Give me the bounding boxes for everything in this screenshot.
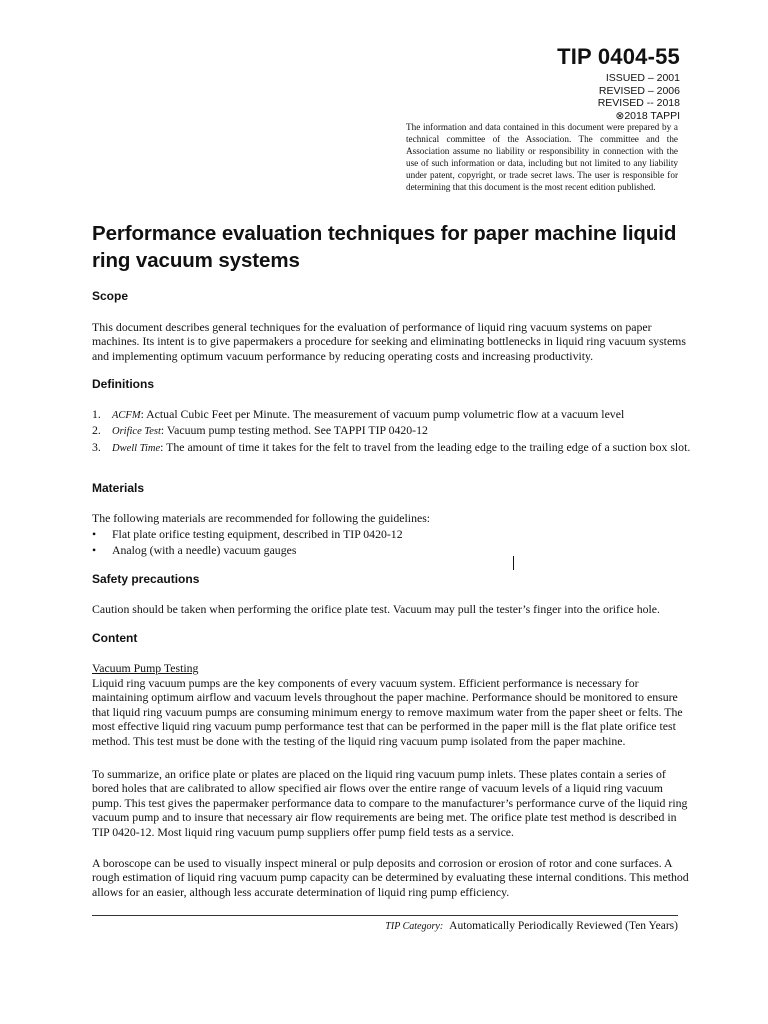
definition-item: 2. Orifice Test: Vacuum pump testing method. See TAPPI TIP 0420-12 bbox=[92, 423, 428, 438]
definitions-list bbox=[92, 407, 692, 456]
copyright-line: ⊗2018 TAPPI bbox=[615, 109, 680, 122]
content-paragraph-1: Liquid ring vacuum pumps are the key components of every vacuum system. Efficient performance is necessary for maintaining optimum airflow and vacuum levels throughout the paper machine. Performance should be monitored to ensure that liquid ring vacuum pumps are consuming minimum energy to remove maximum water from the paper sheet or felts. The most effective liquid ring vacuum pump performance test that can be performed in the paper mill is the flat plate orifice test method. This test must be done with the testing of the liquid ring vacuum pump isolated from the paper machine. bbox=[92, 676, 683, 748]
definition-item: 1. ACFM: Actual Cubic Feet per Minute. The measurement of vacuum pump volumetric flow at a vacuum level bbox=[92, 407, 625, 421]
definition-text: : Actual Cubic Feet per Minute. The measurement of vacuum pump volumetric flow at a vacuum level bbox=[140, 407, 625, 421]
definition-term: Dwell Time bbox=[112, 442, 161, 454]
definitions-heading: Definitions bbox=[92, 377, 154, 391]
definition-text: : Vacuum pump testing method. See TAPPI TIP 0420-12 bbox=[160, 423, 428, 438]
definition-text: : The amount of time it takes for the felt to travel from the leading edge to the trailing edge of a suction box slot. bbox=[160, 439, 691, 454]
scope-heading: Scope bbox=[92, 289, 129, 303]
disclaimer-text: The information and data contained in this document were prepared by a technical committee of the Association. The committee and the Association assume no liability or responsibility in connection with the use of such information or data, including but not limited to any liability under patent, copyright, or trade secret laws. The user is responsible for determining that this document is the most recent edition published. bbox=[406, 122, 678, 192]
definition-term: ACFM bbox=[112, 410, 141, 421]
revision-2006: REVISED – 2006 bbox=[598, 84, 680, 97]
revision-2018: REVISED -- 2018 bbox=[597, 97, 680, 109]
list-item: • Analog (with a needle) vacuum gauges bbox=[92, 543, 297, 557]
definition-term: Orifice Test bbox=[112, 426, 161, 438]
materials-list bbox=[92, 526, 692, 558]
content-paragraph-2: To summarize, an orifice plate or plates are placed on the liquid ring vacuum pump inlets. These plates contain a series of bored holes that are calibrated to allow specified air flows over the entire range of vacuum levels of a liquid ring vacuum pump. This test gives the papermaker performance data to compare to the manufacturer’s performance curve of the liquid ring vacuum pump and to insure that necessary air flow requirements are being met. The orifice plate test method is described in TIP 0420-12. Most liquid ring vacuum pump suppliers offer pump field tests as a service. bbox=[92, 767, 688, 839]
scope-paragraph: This document describes general techniques for the evaluation of performance of liquid ring vacuum systems on paper machines. Its intent is to give papermakers a procedure for seeking and eliminating bottlenecks in liquid ring vacuum systems and implementing optimum vacuum performance by reducing operating costs and increasing productivity. bbox=[92, 320, 686, 363]
footer-category bbox=[385, 920, 678, 932]
definition-item: 3. Dwell Time: The amount of time it takes for the felt to travel from the leading edge to the trailing edge of a suction box slot. bbox=[92, 439, 691, 454]
tip-number: TIP 0404-55 bbox=[557, 44, 680, 69]
bullet-icon: • bbox=[92, 543, 97, 557]
list-item: • Flat plate orifice testing equipment, described in TIP 0420-12 bbox=[92, 527, 403, 541]
safety-paragraph: Caution should be taken when performing the orifice plate test. Vacuum may pull the tester’s finger into the orifice hole. bbox=[92, 602, 660, 616]
revision-issued: ISSUED – 2001 bbox=[605, 72, 680, 84]
bullet-icon: • bbox=[92, 527, 97, 541]
content-paragraph-3: A boroscope can be used to visually inspect mineral or pulp deposits and corrosion or erosion of rotor and cone surfaces. A rough estimation of liquid ring vacuum pump capacity can be determined by evaluating these internal conditions. This method allows for an easier, although less accurate determination of liquid ring pump efficiency. bbox=[92, 856, 689, 899]
materials-intro: The following materials are recommended for following the guidelines: bbox=[92, 511, 431, 525]
text-cursor bbox=[513, 556, 514, 570]
footer-divider bbox=[92, 915, 678, 916]
category-value: Automatically Periodically Reviewed (Ten Years) bbox=[449, 920, 678, 932]
materials-heading: Materials bbox=[92, 481, 145, 495]
vacuum-pump-testing-subheading: Vacuum Pump Testing bbox=[92, 661, 199, 675]
safety-heading: Safety precautions bbox=[92, 572, 200, 586]
revision-history bbox=[598, 72, 680, 122]
category-label: TIP Category: bbox=[385, 921, 444, 932]
document-title: Performance evaluation techniques for paper machine liquid ring vacuum systems bbox=[92, 222, 677, 272]
content-heading: Content bbox=[92, 631, 138, 645]
